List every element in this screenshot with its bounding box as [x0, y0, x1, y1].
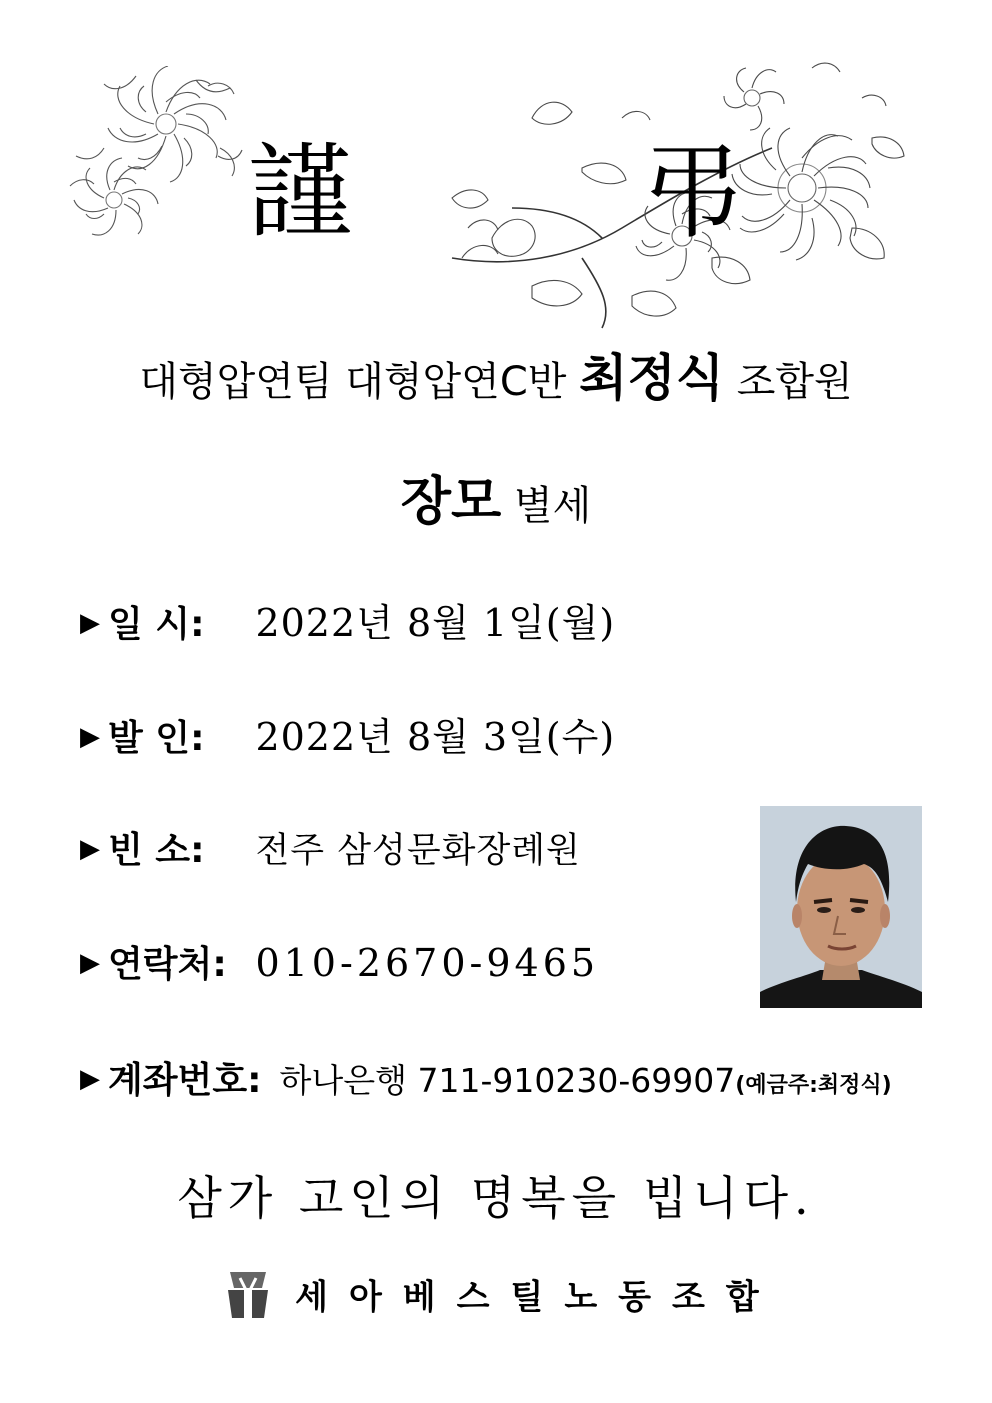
deceased-member-line — [0, 348, 992, 412]
account-value: 하나은행 711-910230-69907 — [279, 1061, 736, 1100]
hall-label: 빈 소: — [108, 830, 205, 871]
date-value: 2022년 8월 1일(월) — [255, 601, 616, 645]
arrow-icon: ▶ — [80, 608, 100, 638]
arrow-icon: ▶ — [80, 1064, 100, 1094]
contact-label: 연락처: — [108, 944, 227, 985]
date-row — [80, 598, 615, 651]
procession-label: 발 인: — [108, 718, 205, 759]
union-logo-icon — [226, 1268, 270, 1320]
member-photo — [760, 806, 922, 1008]
funeral-procession-row — [80, 712, 615, 765]
relation: 장모 — [400, 472, 502, 532]
relation-line — [0, 470, 992, 538]
funeral-hall-row — [80, 826, 581, 877]
member-title: 조합원 — [736, 359, 853, 405]
union-signature — [226, 1268, 780, 1328]
arrow-icon: ▶ — [80, 722, 100, 752]
arrow-icon: ▶ — [80, 948, 100, 978]
member-name: 최정식 — [579, 349, 725, 407]
union-name: 세아베스틸노동조합 — [295, 1277, 780, 1318]
date-label: 일 시: — [108, 604, 205, 645]
team-name: 대형압연팀 대형압연C반 — [139, 359, 567, 405]
page-title: 謹 弔 — [247, 131, 873, 253]
procession-value: 2022년 8월 3일(수) — [255, 715, 616, 759]
arrow-icon: ▶ — [80, 834, 100, 864]
account-label: 계좌번호: — [108, 1060, 262, 1101]
account-row — [80, 1056, 892, 1111]
account-holder: (예금주:최정식) — [735, 1073, 892, 1098]
condolence-message: 삼가 고인의 명복을 빕니다. — [177, 1171, 815, 1225]
event-text: 별세 — [513, 483, 592, 529]
hall-value: 전주 삼성문화장례원 — [255, 831, 581, 871]
contact-phone: 010-2670-9465 — [255, 941, 600, 985]
contact-row — [80, 938, 599, 991]
